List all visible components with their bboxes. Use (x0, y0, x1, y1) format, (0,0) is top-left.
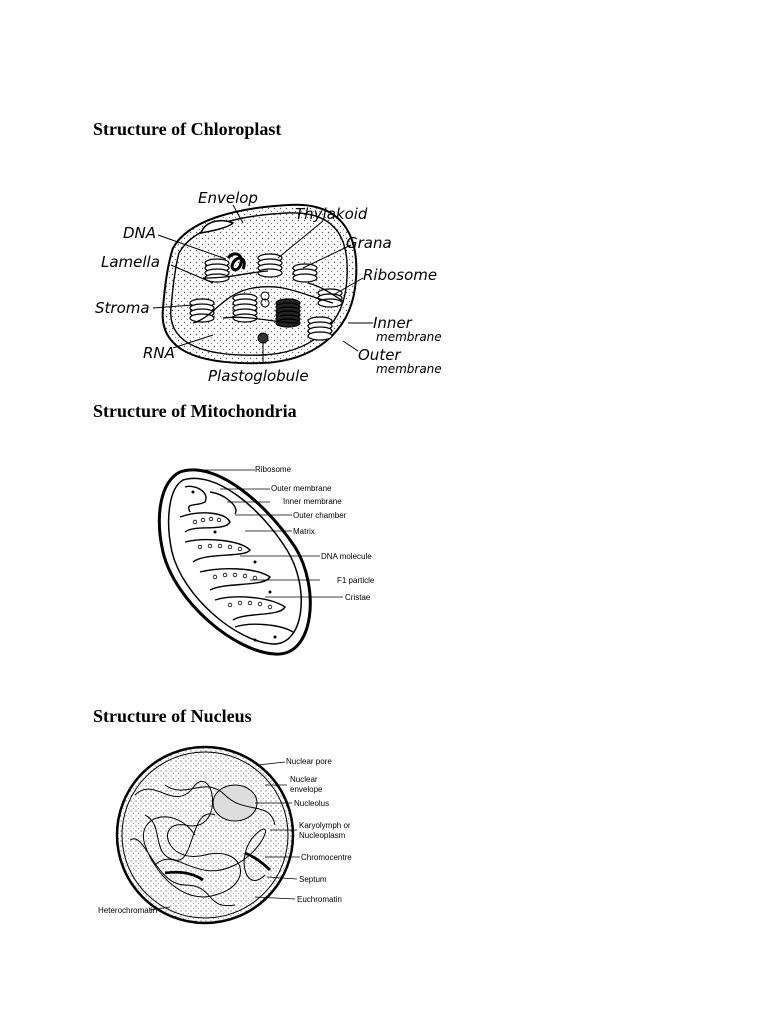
label-grana: Grana (346, 234, 392, 252)
mitochondria-diagram (155, 462, 385, 662)
label-heterochromatin: Heterochromatin (98, 906, 158, 915)
label-envelop: Envelop (198, 189, 258, 207)
label-stroma: Stroma (95, 299, 150, 317)
plastoglobule (258, 333, 268, 343)
label-karyolymph-1: Karyolymph or (299, 821, 351, 830)
label-nuclear-pore: Nuclear pore (286, 757, 332, 766)
chloroplast-heading: Structure of Chloroplast (93, 119, 282, 139)
nucleus-diagram (95, 745, 385, 925)
label-mito-ribosome: Ribosome (255, 465, 292, 474)
label-septum: Septum (299, 875, 327, 884)
label-plastoglobule: Plastoglobule (208, 367, 309, 385)
label-rna: RNA (143, 344, 175, 362)
label-thylakoid: Thylakoid (295, 205, 368, 223)
label-inner-membrane: Inner membrane (283, 497, 342, 506)
label-f1-particle: F1 particle (337, 576, 375, 585)
label-lamella: Lamella (101, 253, 160, 271)
label-ribosome: Ribosome (363, 266, 438, 284)
label-matrix: Matrix (293, 527, 315, 536)
label-nuclear-env-1: Nuclear (290, 775, 318, 784)
mitochondria-heading: Structure of Mitochondria (93, 401, 297, 421)
chloroplast-diagram (93, 183, 458, 388)
label-chromocentre: Chromocentre (301, 853, 352, 862)
label-euchromatin: Euchromatin (297, 895, 342, 904)
label-outer-chamber: Outer chamber (293, 511, 347, 520)
label-inner-1: Inner (373, 314, 412, 332)
label-dna: DNA (123, 224, 157, 242)
nucleus-heading: Structure of Nucleus (93, 706, 252, 726)
label-outer-membrane: Outer membrane (271, 484, 332, 493)
label-nucleolus: Nucleolus (294, 799, 330, 808)
label-outer-2: membrane (376, 362, 442, 376)
label-cristae: Cristae (345, 593, 371, 602)
label-karyolymph-2: Nucleoplasm (299, 831, 346, 840)
label-dna-molecule: DNA molecule (321, 552, 372, 561)
label-outer-1: Outer (358, 346, 401, 364)
label-inner-2: membrane (376, 330, 442, 344)
label-nuclear-env-2: envelope (290, 785, 323, 794)
